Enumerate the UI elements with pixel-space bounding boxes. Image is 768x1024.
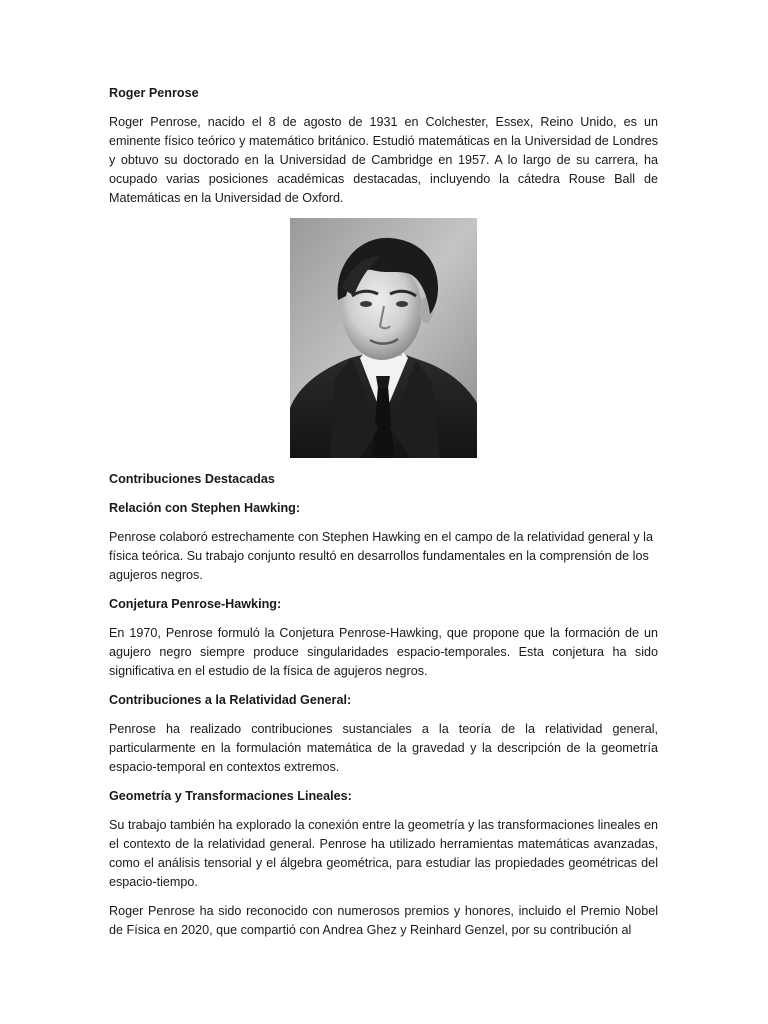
section-text-conjecture: En 1970, Penrose formuló la Conjetura Penrose-Hawking, que propone que la formación de un agujero negro siempre produce singularidades espacio-temporales. Esta conjetura ha sido significativa en el estudio de la física de agujeros negros. [109, 626, 658, 678]
section-text-hawking: Penrose colaboró estrechamente con Stephen Hawking en el campo de la relatividad general y la física teórica. Su trabajo conjunto resultó en desarrollos fundamentales en la comprensión de los agujeros negros. [109, 530, 653, 582]
intro-paragraph: Roger Penrose, nacido el 8 de agosto de 1931 en Colchester, Essex, Reino Unido, es un eminente físico teórico y matemático británico. Estudió matemáticas en la Universidad de Londres y obtuvo su doctorado en la Universidad de Cambridge en 1957. A lo largo de su carrera, ha ocupado varias posiciones académicas destacadas, incluyendo la cátedra Rouse Ball de Matemáticas en la Universidad de Oxford. [109, 115, 658, 205]
section-heading-conjecture: Conjetura Penrose-Hawking: [109, 597, 282, 611]
section-heading-hawking: Relación con Stephen Hawking: [109, 501, 301, 515]
section-title: Contribuciones Destacadas [109, 472, 275, 486]
document-body [109, 84, 658, 950]
closing-paragraph: Roger Penrose ha sido reconocido con numerosos premios y honores, incluido el Premio Nobel de Física en 2020, que compartió con Andrea Ghez y Reinhard Genzel, por su contribución al [109, 904, 658, 937]
section-heading-relativity: Contribuciones a la Relatividad General: [109, 693, 352, 707]
section-text-relativity: Penrose ha realizado contribuciones sustanciales a la teoría de la relatividad general, particularmente en la formulación matemática de la gravedad y la descripción de la geometría espacio-temporal en contextos extremos. [109, 722, 658, 774]
section-text-geometry: Su trabajo también ha explorado la conexión entre la geometría y las transformaciones lineales en el contexto de la relatividad general. Penrose ha utilizado herramientas matemáticas avanzadas, como el análisis tensorial y el álgebra geométrica, para estudiar las propiedades geométricas del espacio-tiempo. [109, 818, 658, 889]
portrait-figure [109, 218, 658, 458]
document-title: Roger Penrose [109, 86, 199, 100]
portrait-photo [290, 218, 477, 458]
section-heading-geometry: Geometría y Transformaciones Lineales: [109, 789, 352, 803]
